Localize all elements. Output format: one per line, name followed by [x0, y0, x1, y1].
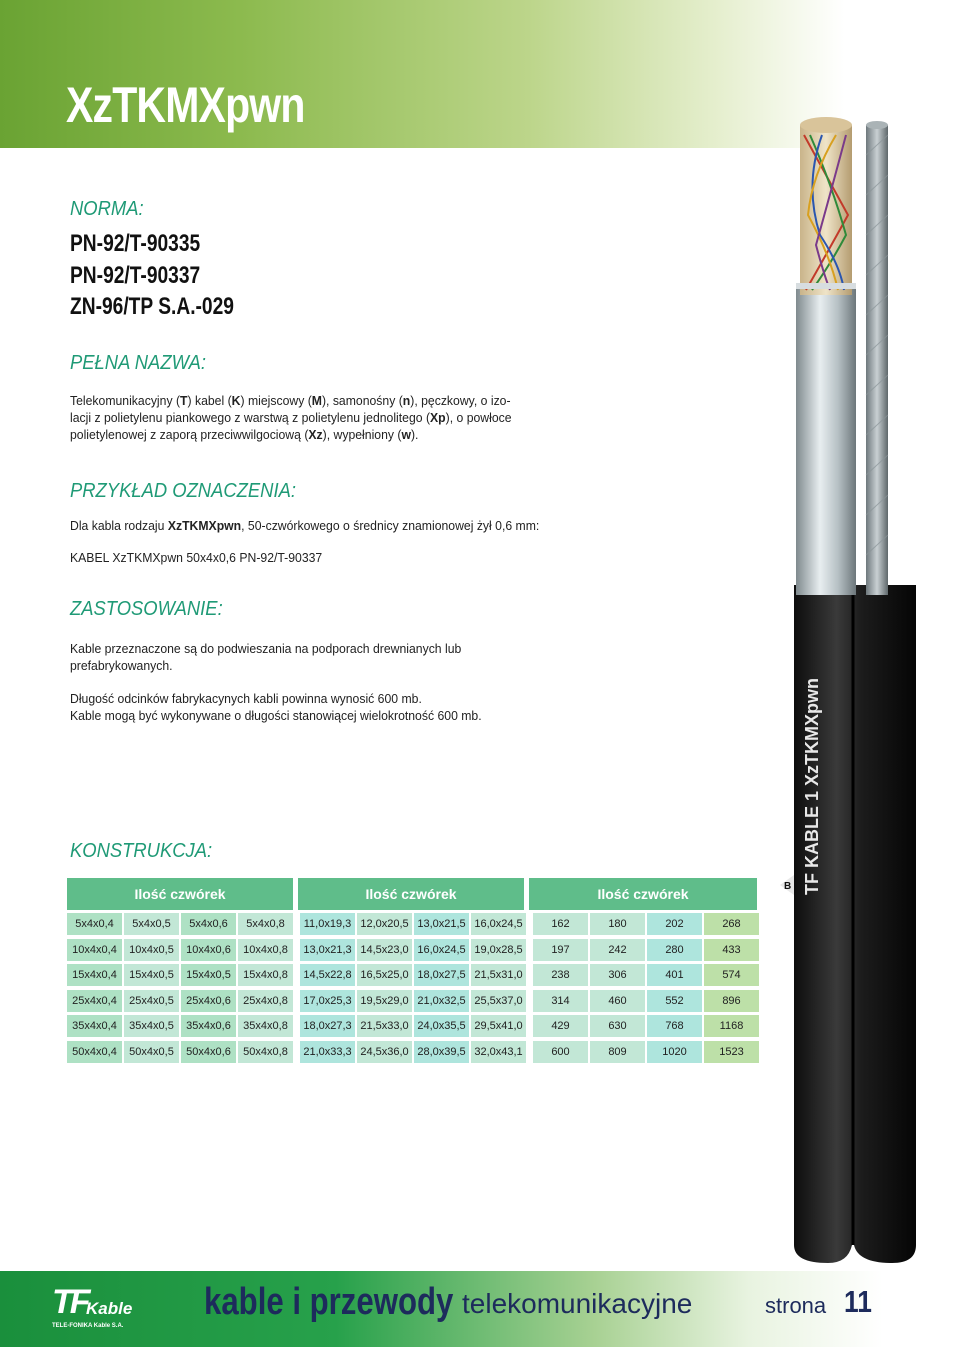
- table-cell: 11,0x19,3: [300, 913, 355, 935]
- table-cell: 35x4x0,8: [238, 1015, 293, 1037]
- table-cell: 18,0x27,3: [300, 1015, 355, 1037]
- application-text: Kable przeznaczone są do podwieszania na podporach drewnianych lub prefabrykowanych.: [70, 641, 462, 673]
- company-logo: TF Kable TELE-FONIKA Kable S.A.: [52, 1283, 133, 1329]
- table-header: Ilość czwórek: [529, 878, 757, 910]
- example-heading: PRZYKŁAD OZNACZENIA:: [70, 480, 296, 502]
- table-cell: 1168: [704, 1015, 759, 1037]
- page-label: strona: [765, 1293, 827, 1318]
- table-cell: 15x4x0,5: [181, 964, 236, 986]
- table-cell: 429: [533, 1015, 588, 1037]
- table-cell: 32,0x43,1: [471, 1041, 526, 1063]
- norma-line: PN-92/T-90337: [70, 262, 201, 289]
- table-cell: 896: [704, 990, 759, 1012]
- table-cell: 10x4x0,4: [67, 939, 122, 961]
- table-cell: 180: [590, 913, 645, 935]
- table-cell: 25x4x0,6: [181, 990, 236, 1012]
- example-designation: KABEL XzTKMXpwn 50x4x0,6 PN-92/T-90337: [70, 550, 323, 565]
- norma-line: PN-92/T-90335: [70, 230, 201, 257]
- table-cell: 21,5x33,0: [357, 1015, 412, 1037]
- table-header: Ilość czwórek: [298, 878, 524, 910]
- table-cell: 35x4x0,4: [67, 1015, 122, 1037]
- cable-illustration: [760, 95, 960, 1265]
- construction-heading: KONSTRUKCJA:: [70, 840, 213, 862]
- table-cell: 24,0x35,5: [414, 1015, 469, 1037]
- table-cell: 600: [533, 1041, 588, 1063]
- page-number: 11: [844, 1284, 872, 1319]
- table-cell: 21,0x32,5: [414, 990, 469, 1012]
- cable-mark: B: [784, 881, 792, 892]
- table-cell: 552: [647, 990, 702, 1012]
- full-name-text: Telekomunikacyjny (T) kabel (K) miejscowy (M), samonośny (n), pęczkowy, o izo- lacji z polietylenu piankowego z warstwą z polietylenu jednolitego (Xp), o powłoce polietylenowej z zaporą przeciwwilgociową (Xz), wypełniony (w).: [70, 393, 512, 442]
- table-cell: 630: [590, 1015, 645, 1037]
- table-cell: 35x4x0,5: [124, 1015, 179, 1037]
- table-cell: 15x4x0,4: [67, 964, 122, 986]
- table-cell: 460: [590, 990, 645, 1012]
- table-cell: 202: [647, 913, 702, 935]
- table-cell: 10x4x0,6: [181, 939, 236, 961]
- table-cell: 29,5x41,0: [471, 1015, 526, 1037]
- table-cell: 21,0x33,3: [300, 1041, 355, 1063]
- table-cell: 14,5x22,8: [300, 964, 355, 986]
- table-cell: 1020: [647, 1041, 702, 1063]
- table-cell: 16,5x25,0: [357, 964, 412, 986]
- table-header: Ilość czwórek: [67, 878, 293, 910]
- table-cell: 5x4x0,4: [67, 913, 122, 935]
- table-cell: 242: [590, 939, 645, 961]
- table-cell: 13,0x21,5: [414, 913, 469, 935]
- table-cell: 17,0x25,3: [300, 990, 355, 1012]
- footer-title-bold: kable i przewody: [204, 1281, 454, 1323]
- table-cell: 433: [704, 939, 759, 961]
- table-cell: 25x4x0,8: [238, 990, 293, 1012]
- table-cell: 50x4x0,4: [67, 1041, 122, 1063]
- table-cell: 314: [533, 990, 588, 1012]
- table-cell: 809: [590, 1041, 645, 1063]
- table-cell: 10x4x0,8: [238, 939, 293, 961]
- table-cell: 19,0x28,5: [471, 939, 526, 961]
- table-cell: 280: [647, 939, 702, 961]
- table-cell: 1523: [704, 1041, 759, 1063]
- table-cell: 5x4x0,8: [238, 913, 293, 935]
- table-cell: 15x4x0,8: [238, 964, 293, 986]
- norma-heading: NORMA:: [70, 198, 144, 220]
- table-cell: 12,0x20,5: [357, 913, 412, 935]
- table-cell: 18,0x27,5: [414, 964, 469, 986]
- full-name-heading: PEŁNA NAZWA:: [70, 352, 206, 374]
- footer-title-light: telekomunikacyjne: [462, 1288, 693, 1319]
- norma-line: ZN-96/TP S.A.-029: [70, 293, 234, 320]
- cable-print: TF KABLE 1 XzTKMXpwn: [802, 678, 822, 895]
- table-cell: 24,5x36,0: [357, 1041, 412, 1063]
- table-cell: 768: [647, 1015, 702, 1037]
- length-text: Długość odcinków fabrykacynych kabli powinna wynosić 600 mb. Kable mogą być wykonywane o długości stanowiącej wielokrotność 600 mb.: [70, 691, 482, 723]
- table-cell: 25x4x0,5: [124, 990, 179, 1012]
- page-title: XzTKMXpwn: [66, 77, 305, 133]
- table-cell: 16,0x24,5: [414, 939, 469, 961]
- table-cell: 5x4x0,5: [124, 913, 179, 935]
- table-cell: 574: [704, 964, 759, 986]
- table-cell: 16,0x24,5: [471, 913, 526, 935]
- table-cell: 10x4x0,5: [124, 939, 179, 961]
- table-cell: 401: [647, 964, 702, 986]
- table-cell: 28,0x39,5: [414, 1041, 469, 1063]
- table-cell: 25,5x37,0: [471, 990, 526, 1012]
- table-cell: 25x4x0,4: [67, 990, 122, 1012]
- table-cell: 306: [590, 964, 645, 986]
- table-cell: 14,5x23,0: [357, 939, 412, 961]
- table-cell: 268: [704, 913, 759, 935]
- table-cell: 5x4x0,6: [181, 913, 236, 935]
- table-cell: 50x4x0,5: [124, 1041, 179, 1063]
- example-text: Dla kabla rodzaju XzTKMXpwn, 50-czwórkowego o średnicy znamionowej żył 0,6 mm:: [70, 518, 540, 533]
- application-heading: ZASTOSOWANIE:: [70, 598, 223, 620]
- table-cell: 19,5x29,0: [357, 990, 412, 1012]
- table-cell: 13,0x21,3: [300, 939, 355, 961]
- table-cell: 238: [533, 964, 588, 986]
- table-cell: 15x4x0,5: [124, 964, 179, 986]
- table-cell: 50x4x0,6: [181, 1041, 236, 1063]
- table-cell: 197: [533, 939, 588, 961]
- table-cell: 162: [533, 913, 588, 935]
- table-cell: 21,5x31,0: [471, 964, 526, 986]
- table-cell: 50x4x0,8: [238, 1041, 293, 1063]
- table-cell: 35x4x0,6: [181, 1015, 236, 1037]
